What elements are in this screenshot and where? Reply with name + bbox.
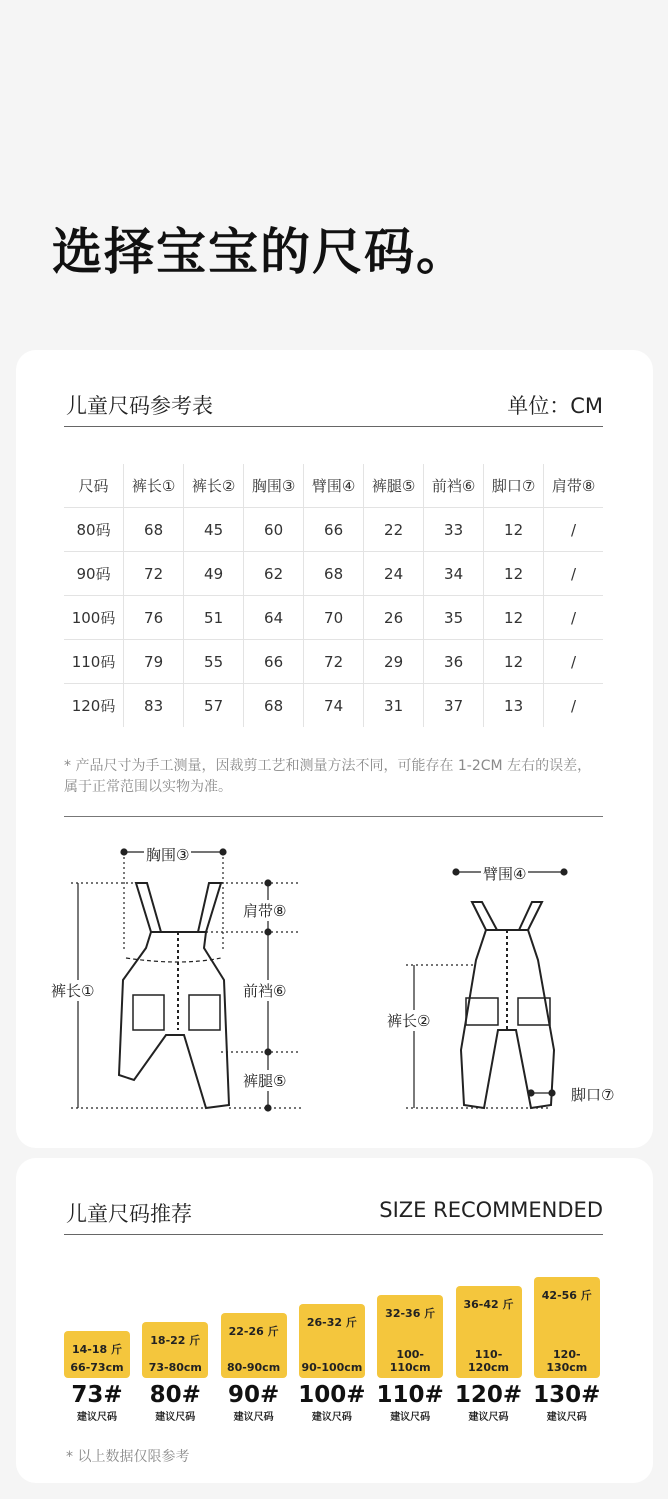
size-table-cell: 66: [304, 508, 364, 552]
size-table-cell: 12: [484, 552, 544, 596]
size-table-size-cell: 80码: [64, 508, 124, 552]
size-table-cell: 72: [124, 552, 184, 596]
size-table-cell: 34: [424, 552, 484, 596]
size-table-cell: 51: [184, 596, 244, 640]
recommend-bar: [142, 1322, 208, 1378]
size-chart-title: 儿童尺码参考表: [66, 394, 213, 418]
recommend-size-number: 120#: [454, 1382, 523, 1408]
recommend-weight: 22-26 斤: [228, 1325, 279, 1338]
size-table-cell: 31: [364, 684, 424, 728]
size-table-cell: 62: [244, 552, 304, 596]
size-table-col-header: 裤长①: [124, 464, 184, 508]
recommend-size-sub: 建议尺码: [311, 1412, 352, 1423]
size-table-cell: 68: [244, 684, 304, 728]
size-table-cell: 68: [124, 508, 184, 552]
divider: [64, 816, 603, 817]
size-table-cell: 66: [244, 640, 304, 684]
recommend-bar: [299, 1304, 365, 1378]
recommend-height: 90-100cm: [301, 1361, 363, 1374]
recommend-size-number: 80#: [149, 1382, 201, 1408]
size-table-header-row: [64, 464, 603, 508]
size-table-row: [64, 552, 603, 596]
size-table-size-cell: 100码: [64, 596, 124, 640]
recommend-height: 73-80cm: [148, 1361, 202, 1374]
size-table-cell: 26: [364, 596, 424, 640]
label-length2: 裤长②: [387, 1012, 431, 1030]
size-table-cell: 60: [244, 508, 304, 552]
recommend-size-label: [62, 1382, 132, 1423]
recommend-weight: 32-36 斤: [385, 1307, 436, 1320]
size-table: [64, 464, 603, 727]
size-table-row: [64, 508, 603, 552]
size-table-cell: 64: [244, 596, 304, 640]
page-headline: 选择宝宝的尺码。: [52, 223, 468, 281]
size-table-row: [64, 684, 603, 728]
size-table-cell: 12: [484, 596, 544, 640]
recommend-bar: [456, 1286, 522, 1378]
size-chart-header: [64, 388, 603, 427]
size-table-cell: 57: [184, 684, 244, 728]
size-table-cell: 74: [304, 684, 364, 728]
recommend-size-sub: 建议尺码: [468, 1412, 509, 1423]
recommend-size-sub: 建议尺码: [233, 1412, 274, 1423]
size-table-size-cell: 120码: [71, 697, 116, 715]
recommend-height: 80-90cm: [227, 1361, 281, 1374]
size-table-cell: 36: [424, 640, 484, 684]
recommend-size-label: [140, 1382, 210, 1423]
size-table-cell: 83: [124, 684, 184, 728]
recommend-size-label: [297, 1382, 367, 1423]
size-table-cell: 45: [184, 508, 244, 552]
size-chart-card: [16, 350, 653, 1148]
size-table-size-cell: 90码: [64, 552, 124, 596]
size-table-cell: 72: [304, 640, 364, 684]
recommend-size-number: 130#: [533, 1382, 601, 1408]
size-table-cell: 79: [124, 640, 184, 684]
label-leg: 裤腿⑤: [243, 1072, 287, 1090]
size-table-cell: 24: [364, 552, 424, 596]
recommend-height: 120-130cm: [546, 1348, 588, 1374]
size-table-size-cell: 110码: [64, 640, 124, 684]
label-hem: 脚口⑦: [571, 1086, 615, 1104]
recommend-weight: 18-22 斤: [150, 1334, 201, 1347]
size-table-cell: 12: [484, 508, 544, 552]
size-table-cell: 37: [424, 684, 484, 728]
recommend-size-label: [375, 1382, 445, 1423]
size-table-row: [64, 596, 603, 640]
size-table-cell: 35: [424, 596, 484, 640]
recommend-weight: 26-32 斤: [306, 1316, 357, 1329]
size-table-cell: 70: [304, 596, 364, 640]
size-table-cell: /: [544, 640, 603, 684]
recommend-title: 儿童尺码推荐: [66, 1202, 192, 1226]
recommend-footnote: * 以上数据仅限参考: [66, 1449, 190, 1465]
recommend-weight: 14-18 斤: [71, 1343, 122, 1356]
size-table-col-header: 胸围③: [244, 464, 304, 508]
size-recommend-card: [16, 1158, 653, 1483]
size-table-cell: 12: [484, 640, 544, 684]
size-table-cell: 68: [304, 552, 364, 596]
size-table-col-header: 裤长②: [184, 464, 244, 508]
recommend-bar: [64, 1331, 130, 1378]
measurement-note: * 产品尺寸为手工测量，因裁剪工艺和测量方法不同，可能存在 1-2CM 左右的误差，属于正常范围以实物为准。: [64, 758, 592, 795]
recommend-size-sub: 建议尺码: [155, 1412, 196, 1423]
size-table-col-header: 肩带⑧: [544, 464, 603, 508]
recommend-size-sub: 建议尺码: [546, 1412, 587, 1423]
recommend-bar: [221, 1313, 287, 1378]
recommend-bar: [377, 1295, 443, 1378]
measurement-diagram: [16, 820, 653, 1124]
recommend-height: 66-73cm: [70, 1361, 124, 1374]
size-table-cell: 33: [424, 508, 484, 552]
recommend-size-sub: 建议尺码: [390, 1412, 431, 1423]
recommend-height: 110-120cm: [468, 1348, 509, 1374]
size-table-cell: 22: [364, 508, 424, 552]
label-chest: 胸围③: [146, 846, 190, 864]
recommend-weight: 36-42 斤: [463, 1298, 514, 1311]
size-table-row: [64, 640, 603, 684]
size-table-col-header: 脚口⑦: [484, 464, 544, 508]
size-table-col-header: 裤腿⑤: [364, 464, 424, 508]
label-arm: 臂围④: [483, 865, 527, 883]
recommend-size-label: [219, 1382, 289, 1423]
recommend-size-number: 73#: [71, 1382, 123, 1408]
recommend-height: 100-110cm: [389, 1348, 431, 1374]
size-table-cell: /: [544, 596, 603, 640]
recommend-title-en: SIZE RECOMMENDED: [379, 1198, 603, 1222]
size-table-cell: 55: [184, 640, 244, 684]
size-table-cell: /: [544, 552, 603, 596]
size-table-cell: 13: [484, 684, 544, 728]
label-length1: 裤长①: [51, 982, 95, 1000]
size-table-cell: 29: [364, 640, 424, 684]
recommend-size-label: [454, 1382, 524, 1423]
recommend-header: [64, 1196, 603, 1235]
recommend-size-number: 90#: [227, 1382, 280, 1408]
size-table-cell: /: [544, 508, 603, 552]
size-table-cell: 76: [124, 596, 184, 640]
recommend-bar: [534, 1277, 600, 1378]
recommend-size-sub: 建议尺码: [77, 1412, 117, 1423]
size-table-cell: 49: [184, 552, 244, 596]
recommend-weight: 42-56 斤: [541, 1289, 592, 1302]
size-table-col-header: 尺码: [64, 464, 124, 508]
label-shoulder-strap: 肩带⑧: [243, 902, 287, 920]
overalls-diagram-svg: [16, 820, 653, 1120]
recommend-bars: [64, 1258, 604, 1378]
recommend-size-number: 100#: [298, 1382, 366, 1408]
size-chart-unit: 单位：CM: [507, 394, 603, 418]
recommend-size-label: [532, 1382, 602, 1423]
size-table-col-header: 前裆⑥: [424, 464, 484, 508]
size-table-col-header: 臂围④: [304, 464, 364, 508]
size-table-cell: /: [544, 684, 603, 728]
label-rise: 前裆⑥: [243, 982, 287, 1000]
recommend-size-number: 110#: [376, 1382, 444, 1408]
